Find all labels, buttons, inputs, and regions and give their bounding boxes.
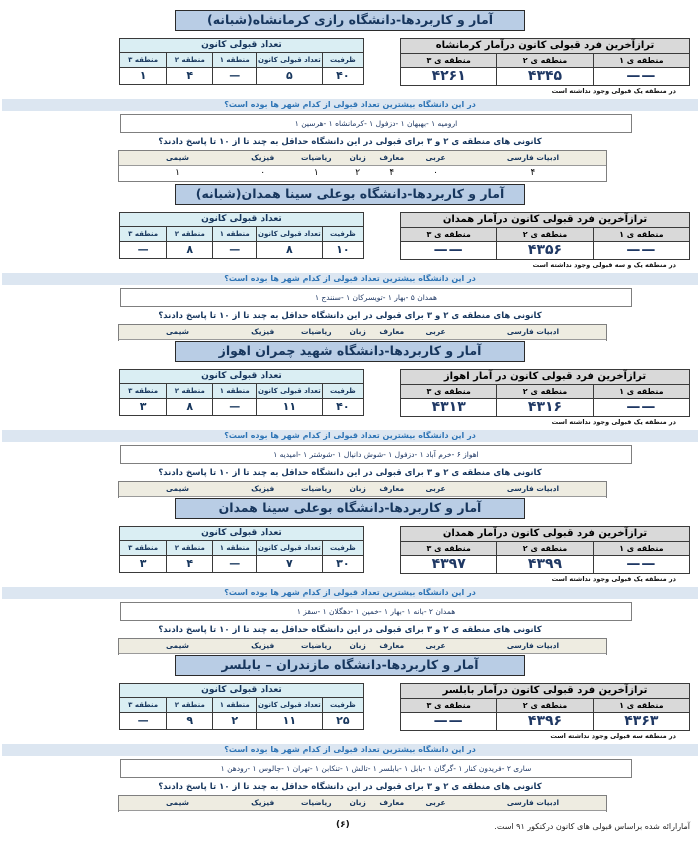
- region-1-score: ——: [593, 556, 689, 573]
- subject-physics-header: فیزیک: [251, 640, 275, 650]
- score-table-headers: [401, 54, 689, 68]
- region-3-header: منطقه ۳: [128, 386, 159, 395]
- region-1-count: ۲: [212, 713, 256, 729]
- subject-arabic-header: عربی: [425, 640, 446, 650]
- admission-count-table: [119, 526, 364, 573]
- region-3-score: ——: [433, 241, 464, 258]
- subject-language-value: [343, 654, 372, 655]
- score-table-wrap: [400, 526, 690, 583]
- subject-arabic-value: [411, 654, 460, 655]
- region-1-score: ——: [593, 68, 689, 85]
- section-title: آمار و کاربردها-دانشگاه رازی کرمانشاه(شبانه): [175, 10, 525, 31]
- admission-count-values: [120, 713, 363, 729]
- subject-chemistry-header: شیمی: [165, 640, 190, 650]
- subject-headers: [119, 325, 606, 340]
- subject-arabic-value: [411, 340, 460, 341]
- region-2-header: منطقه ی ۲: [496, 228, 592, 241]
- region-1-header: منطقه ۱: [212, 53, 256, 67]
- kanoon-admits-value: ۸: [256, 242, 322, 258]
- subject-headers: [119, 796, 606, 811]
- region-2-count: ۴: [166, 68, 212, 84]
- subject-literature-value: [460, 811, 606, 812]
- admission-count-headers: [120, 53, 363, 68]
- subject-physics-value: [236, 654, 290, 655]
- university-section: [0, 498, 700, 655]
- region-1-score: ——: [593, 242, 689, 259]
- region-3-count: ۱: [139, 68, 147, 82]
- score-table-title: ترازآخرین فرد قبولی کانون درآمار همدان: [401, 213, 689, 228]
- region-3-header: منطقه ی ۳: [426, 700, 471, 710]
- no-admission-note: در منطقه یک قبولی وجود نداشته است: [551, 86, 676, 95]
- region-1-score: ——: [593, 399, 689, 416]
- region-3-header: منطقه ۳: [128, 543, 159, 552]
- subject-math-header: ریاضیات: [300, 483, 332, 493]
- region-3-header: منطقه ۳: [128, 55, 159, 64]
- region-1-header: منطقه ی ۱: [593, 385, 689, 398]
- subject-values: [119, 497, 606, 498]
- subject-religion-header: معارف: [379, 483, 405, 493]
- section-title: آمار و کاربردها-دانشگاه مازندران – بابلسر: [175, 655, 525, 676]
- subject-language-header: زبان: [349, 152, 366, 162]
- subject-literature-header: ادبیات فارسی: [506, 797, 560, 807]
- score-table-headers: [401, 542, 689, 556]
- region-3-header: منطقه ی ۳: [426, 229, 471, 239]
- region-1-header: منطقه ۱: [212, 698, 256, 712]
- capacity-value: ۴۰: [322, 68, 363, 84]
- capacity-value: ۲۵: [322, 713, 363, 729]
- region-3-score: ۴۳۹۷: [431, 555, 466, 572]
- subject-literature-value: [460, 654, 606, 655]
- section-title: آمار و کاربردها-دانشگاه شهید چمران اهواز: [175, 341, 525, 362]
- subject-religion-header: معارف: [379, 640, 405, 650]
- last-admitted-score-table: [400, 212, 690, 260]
- admission-count-title: تعداد قبولی کانون: [120, 39, 363, 53]
- region-2-count: ۸: [166, 242, 212, 258]
- subject-arabic-value: [411, 811, 460, 812]
- subject-literature-value: [460, 497, 606, 498]
- region-2-score: ۴۳۱۶: [496, 399, 592, 416]
- capacity-header: ظرفیت: [322, 384, 363, 398]
- region-2-header: منطقه ی ۲: [496, 385, 592, 398]
- subject-math-header: ریاضیات: [300, 152, 332, 162]
- region-3-header: منطقه ۳: [128, 229, 159, 238]
- region-1-score: ۴۳۶۳: [593, 713, 689, 730]
- region-3-score: ——: [433, 712, 464, 729]
- admission-count-title: تعداد قبولی کانون: [120, 370, 363, 384]
- subject-religion-value: [372, 811, 411, 812]
- region-2-header: منطقه ی ۲: [496, 542, 592, 555]
- score-table-title: ترازآخرین فرد قبولی کانون در آمار اهواز: [401, 370, 689, 385]
- region-1-header: منطقه ی ۱: [593, 54, 689, 67]
- cities-list: همدان ۲ -بانه ۱ -بهار ۱ -خمین ۱ -دهگلان ۱ -سقز ۱: [120, 602, 632, 621]
- subject-arabic-header: عربی: [425, 326, 446, 336]
- no-admission-note: در منطقه یک و سه قبولی وجود نداشته است: [532, 260, 676, 269]
- region-3-header: منطقه ی ۳: [426, 386, 471, 396]
- region-1-header: منطقه ۱: [212, 384, 256, 398]
- cities-list: اهواز ۶ -خرم آباد ۱ -دزفول ۱ -شوش دانیال ۱ -شوشتر ۱ -امیدیه ۱: [120, 445, 632, 464]
- admission-count-title: تعداد قبولی کانون: [120, 684, 363, 698]
- subject-physics-value: [236, 340, 290, 341]
- kanoon-admits-value: ۷: [256, 556, 322, 572]
- admission-count-values: [120, 242, 363, 258]
- score-table-headers: [401, 385, 689, 399]
- subject-arabic-value: [411, 497, 460, 498]
- subject-answers-table: [118, 795, 607, 812]
- subject-physics-value: [236, 811, 290, 812]
- subject-literature-value: [460, 340, 606, 341]
- subject-physics-value: ۰: [260, 167, 266, 178]
- cities-question: در این دانشگاه بیشترین تعداد قبولی از کدام شهر ها بوده است؟: [2, 273, 698, 285]
- kanoon-admits-header: تعداد قبولی کانون: [256, 53, 322, 67]
- subject-physics-value: [236, 497, 290, 498]
- subject-religion-header: معارف: [379, 797, 405, 807]
- kanoon-admits-header: تعداد قبولی کانون: [256, 541, 322, 555]
- kanoon-admits-value: ۵: [256, 68, 322, 84]
- subject-religion-value: [372, 654, 411, 655]
- subject-language-value: [343, 811, 372, 812]
- capacity-value: ۳۰: [322, 556, 363, 572]
- subject-physics-header: فیزیک: [251, 326, 275, 336]
- cities-list: ساری ۲ -فریدون کنار ۱ -گرگان ۱ -بابل ۱ -بابلسر ۱ -تالش ۱ -تنکابن ۱ -تهران ۱ -چالوس ۱ -رودهن ۱: [120, 759, 632, 778]
- subject-answers-table: [118, 638, 607, 655]
- cities-question: در این دانشگاه بیشترین تعداد قبولی از کدام شهر ها بوده است؟: [2, 744, 698, 756]
- admission-count-headers: [120, 698, 363, 713]
- subject-language-header: زبان: [349, 326, 366, 336]
- score-table-wrap: [400, 212, 690, 269]
- region-2-header: منطقه ۲: [166, 53, 212, 67]
- subject-arabic-value: ۰: [433, 167, 438, 178]
- kanoon-admits-value: ۱۱: [256, 399, 322, 415]
- admission-count-headers: [120, 384, 363, 399]
- last-admitted-score-table: [400, 526, 690, 574]
- subject-math-value: [289, 654, 343, 655]
- region-2-count: ۸: [166, 399, 212, 415]
- subject-math-value: ۱: [313, 167, 319, 178]
- last-admitted-score-table: [400, 369, 690, 417]
- subject-headers: [119, 639, 606, 654]
- score-table-values: [401, 68, 689, 85]
- region-2-score: ۴۳۹۶: [496, 713, 592, 730]
- tables-row: [0, 526, 700, 583]
- subject-values: [119, 340, 606, 341]
- subjects-question: کانونی های منطقه ی ۲ و ۳ برای قبولی در این دانشگاه حداقل به چند تا از ۱۰ تا پاسخ دادند؟: [158, 467, 542, 478]
- admission-count-table: [119, 38, 364, 85]
- no-admission-note: در منطقه سه قبولی وجود نداشته است: [550, 731, 676, 740]
- subject-math-header: ریاضیات: [300, 797, 332, 807]
- score-table-wrap: [400, 369, 690, 426]
- subject-chemistry-header: شیمی: [165, 152, 190, 162]
- capacity-value: ۱۰: [322, 242, 363, 258]
- subject-chemistry-header: شیمی: [165, 326, 190, 336]
- university-section: [0, 8, 700, 184]
- region-1-count: —: [212, 556, 256, 572]
- no-admission-note: در منطقه یک قبولی وجود نداشته است: [551, 417, 676, 426]
- university-section: [0, 184, 700, 341]
- subject-math-header: ریاضیات: [300, 326, 332, 336]
- region-3-score: ۴۲۶۱: [431, 67, 466, 84]
- region-2-score: ۴۳۹۹: [496, 556, 592, 573]
- region-2-count: ۹: [166, 713, 212, 729]
- subjects-question: کانونی های منطقه ی ۲ و ۳ برای قبولی در این دانشگاه حداقل به چند تا از ۱۰ تا پاسخ دادند؟: [158, 624, 542, 635]
- region-1-count: —: [212, 399, 256, 415]
- subject-religion-value: ۴: [389, 167, 395, 178]
- region-2-header: منطقه ی ۲: [496, 54, 592, 67]
- last-admitted-score-table: [400, 683, 690, 731]
- tables-row: [0, 683, 700, 740]
- subject-headers: [119, 482, 606, 497]
- section-title: آمار و کاربردها-دانشگاه بوعلی سینا همدان: [175, 498, 525, 519]
- tables-row: [0, 38, 700, 95]
- capacity-header: ظرفیت: [322, 53, 363, 67]
- region-2-header: منطقه ۲: [166, 541, 212, 555]
- subject-answers-table: [118, 324, 607, 341]
- region-2-header: منطقه ی ۲: [496, 699, 592, 712]
- capacity-header: ظرفیت: [322, 227, 363, 241]
- subject-literature-header: ادبیات فارسی: [506, 483, 560, 493]
- subject-language-value: [343, 340, 372, 341]
- subject-chemistry-value: [119, 654, 236, 655]
- subject-headers: [119, 151, 606, 166]
- subject-religion-header: معارف: [379, 152, 405, 162]
- cities-list: همدان ۵ -بهار ۱ -تویسرکان ۱ -سنندج ۱: [120, 288, 632, 307]
- score-table-title: ترازآخرین فرد قبولی کانون درآمار همدان: [401, 527, 689, 542]
- subject-religion-value: [372, 340, 411, 341]
- subject-chemistry-value: [119, 497, 236, 498]
- score-table-wrap: [400, 683, 690, 740]
- subject-values: [119, 654, 606, 655]
- subjects-question: کانونی های منطقه ی ۲ و ۳ برای قبولی در این دانشگاه حداقل به چند تا از ۱۰ تا پاسخ دادند؟: [158, 781, 542, 792]
- subject-math-header: ریاضیات: [300, 640, 332, 650]
- region-1-header: منطقه ی ۱: [593, 228, 689, 241]
- subject-religion-value: [372, 497, 411, 498]
- university-section: [0, 655, 700, 812]
- kanoon-admits-value: ۱۱: [256, 713, 322, 729]
- capacity-value: ۴۰: [322, 399, 363, 415]
- subject-arabic-header: عربی: [425, 797, 446, 807]
- kanoon-admits-header: تعداد قبولی کانون: [256, 227, 322, 241]
- region-2-header: منطقه ۲: [166, 698, 212, 712]
- tables-row: [0, 212, 700, 269]
- score-table-title: ترازآخرین فرد قبولی کانون درآمار کرمانشاه: [401, 39, 689, 54]
- admission-count-table: [119, 212, 364, 259]
- score-table-values: [401, 242, 689, 259]
- subject-literature-header: ادبیات فارسی: [506, 152, 560, 162]
- region-2-header: منطقه ۲: [166, 384, 212, 398]
- score-table-values: [401, 556, 689, 573]
- page-number: (۶): [336, 820, 350, 830]
- region-2-header: منطقه ۲: [166, 227, 212, 241]
- cities-question: در این دانشگاه بیشترین تعداد قبولی از کدام شهر ها بوده است؟: [2, 430, 698, 442]
- university-section: [0, 341, 700, 498]
- region-1-header: منطقه ۱: [212, 541, 256, 555]
- region-1-header: منطقه ۱: [212, 227, 256, 241]
- region-3-count: ۳: [139, 556, 147, 570]
- region-2-score: ۴۳۵۶: [496, 242, 592, 259]
- admission-count-table: [119, 683, 364, 730]
- score-table-values: [401, 399, 689, 416]
- kanoon-admits-header: تعداد قبولی کانون: [256, 384, 322, 398]
- cities-question: در این دانشگاه بیشترین تعداد قبولی از کدام شهر ها بوده است؟: [2, 99, 698, 111]
- subject-language-value: [343, 497, 372, 498]
- admission-count-title: تعداد قبولی کانون: [120, 527, 363, 541]
- admission-count-values: [120, 399, 363, 415]
- region-3-header: منطقه ی ۳: [426, 543, 471, 553]
- subject-answers-table: [118, 150, 607, 182]
- cities-question: در این دانشگاه بیشترین تعداد قبولی از کدام شهر ها بوده است؟: [2, 587, 698, 599]
- subject-math-value: [289, 811, 343, 812]
- subject-physics-header: فیزیک: [251, 483, 275, 493]
- footer-source-note: آمارارائه شده براساس قبولی های کانون درکنکور ۹۱ است.: [494, 822, 690, 831]
- subject-physics-header: فیزیک: [251, 152, 275, 162]
- score-table-title: ترازآخرین فرد قبولی کانون درآمار بابلسر: [401, 684, 689, 699]
- region-2-score: ۴۳۴۵: [496, 68, 592, 85]
- score-table-wrap: [400, 38, 690, 95]
- no-admission-note: در منطقه یک قبولی وجود نداشته است: [551, 574, 676, 583]
- subject-arabic-header: عربی: [425, 152, 446, 162]
- tables-row: [0, 369, 700, 426]
- admission-count-values: [120, 68, 363, 84]
- section-title: آمار و کاربردها-دانشگاه بوعلی سینا همدان(شبانه): [175, 184, 525, 205]
- subject-values: [119, 811, 606, 812]
- subject-language-header: زبان: [349, 640, 366, 650]
- subjects-question: کانونی های منطقه ی ۲ و ۳ برای قبولی در این دانشگاه حداقل به چند تا از ۱۰ تا پاسخ دادند؟: [158, 310, 542, 321]
- score-table-values: [401, 713, 689, 730]
- region-3-count: —: [137, 242, 149, 256]
- subject-arabic-header: عربی: [425, 483, 446, 493]
- subject-chemistry-value: ۱: [175, 167, 180, 178]
- subject-literature-header: ادبیات فارسی: [506, 640, 560, 650]
- capacity-header: ظرفیت: [322, 698, 363, 712]
- admission-count-headers: [120, 541, 363, 556]
- region-3-header: منطقه ی ۳: [426, 55, 471, 65]
- subject-chemistry-value: [119, 340, 236, 341]
- subject-math-value: [289, 340, 343, 341]
- cities-list: ارومیه ۱ -بهبهان ۱ -دزفول ۱ -کرمانشاه ۱ -هرسین ۱: [120, 114, 632, 133]
- last-admitted-score-table: [400, 38, 690, 86]
- region-3-score: ۴۳۱۳: [431, 398, 466, 415]
- admission-count-headers: [120, 227, 363, 242]
- subject-language-header: زبان: [349, 797, 366, 807]
- subject-values: [119, 166, 606, 181]
- subject-answers-table: [118, 481, 607, 498]
- subject-chemistry-header: شیمی: [165, 483, 190, 493]
- subject-chemistry-value: [119, 811, 236, 812]
- region-1-count: —: [212, 68, 256, 84]
- region-3-count: ۳: [139, 399, 147, 413]
- admission-count-values: [120, 556, 363, 572]
- subject-literature-header: ادبیات فارسی: [506, 326, 560, 336]
- capacity-header: ظرفیت: [322, 541, 363, 555]
- score-table-headers: [401, 699, 689, 713]
- subject-physics-header: فیزیک: [251, 797, 275, 807]
- region-2-count: ۴: [166, 556, 212, 572]
- region-3-count: —: [137, 713, 149, 727]
- subject-language-header: زبان: [349, 483, 366, 493]
- region-1-header: منطقه ی ۱: [593, 699, 689, 712]
- subject-religion-header: معارف: [379, 326, 405, 336]
- kanoon-admits-header: تعداد قبولی کانون: [256, 698, 322, 712]
- region-3-header: منطقه ۳: [128, 700, 159, 709]
- admission-count-table: [119, 369, 364, 416]
- subjects-question: کانونی های منطقه ی ۲ و ۳ برای قبولی در این دانشگاه حداقل به چند تا از ۱۰ تا پاسخ دادند؟: [158, 136, 542, 147]
- region-1-count: —: [212, 242, 256, 258]
- subject-language-value: ۲: [355, 167, 361, 178]
- subject-chemistry-header: شیمی: [165, 797, 190, 807]
- subject-math-value: [289, 497, 343, 498]
- admission-count-title: تعداد قبولی کانون: [120, 213, 363, 227]
- score-table-headers: [401, 228, 689, 242]
- region-1-header: منطقه ی ۱: [593, 542, 689, 555]
- subject-literature-value: ۴: [530, 167, 536, 178]
